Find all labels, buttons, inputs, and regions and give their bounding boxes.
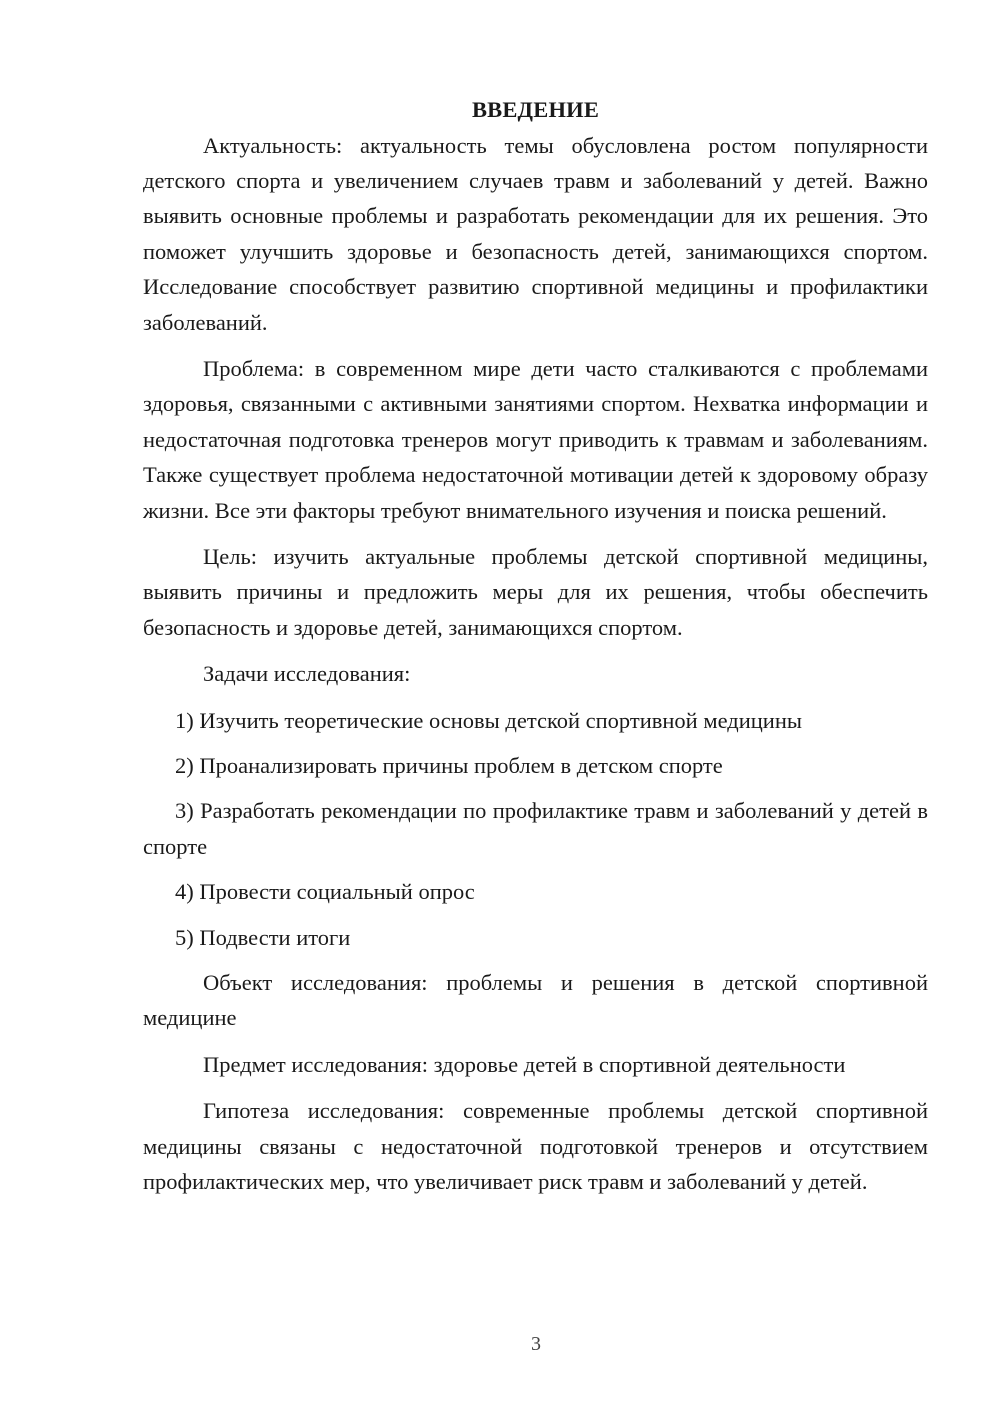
relevance-paragraph: Актуальность: актуальность темы обусловлена ростом популярности детского спорта и увеличением случаев травм и заболеваний у детей. Важно выявить основные проблемы и разработать рекомендации для их решения. Это поможет улучшить здоровье и безопасность детей, занимающихся спортом. Исследование способствует развитию спортивной медицины и профилактики заболеваний.	[143, 132, 928, 335]
goal-paragraph: Цель: изучить актуальные проблемы детской спортивной медицины, выявить причины и предложить меры для их решения, чтобы обеспечить безопасность и здоровье детей, занимающихся спортом.	[143, 543, 928, 640]
page-content	[143, 92, 928, 1199]
problem-paragraph: Проблема: в современном мире дети часто сталкиваются с проблемами здоровья, связанными с активными занятиями спортом. Нехватка информации и недостаточная подготовка тренеров могут приводить к травмам и заболеваниям. Также существует проблема недостаточной мотивации детей к здоровому образу жизни. Все эти факторы требуют внимательного изучения и поиска решений.	[143, 355, 928, 523]
task-item-4: 4) Провести социальный опрос	[175, 879, 475, 905]
task-item-3: 3) Разработать рекомендации по профилактике травм и заболеваний у детей в спорте	[143, 798, 928, 859]
task-item-1: 1) Изучить теоретические основы детской спортивной медицины	[175, 707, 803, 733]
task-item-5: 5) Подвести итоги	[175, 924, 351, 950]
hypothesis-paragraph: Гипотеза исследования: современные проблемы детской спортивной медицины связаны с недостаточной подготовкой тренеров и отсутствием профилактических мер, что увеличивает риск травм и заболеваний у детей.	[143, 1098, 928, 1195]
section-heading: ВВЕДЕНИЕ	[471, 97, 600, 122]
object-paragraph: Объект исследования: проблемы и решения в детской спортивной медицине	[143, 970, 928, 1031]
subject-paragraph: Предмет исследования: здоровье детей в спортивной деятельности	[203, 1051, 846, 1077]
task-item-2: 2) Проанализировать причины проблем в детском спорте	[175, 753, 723, 778]
page-number: 3	[531, 1333, 541, 1355]
tasks-title: Задачи исследования:	[203, 661, 411, 687]
